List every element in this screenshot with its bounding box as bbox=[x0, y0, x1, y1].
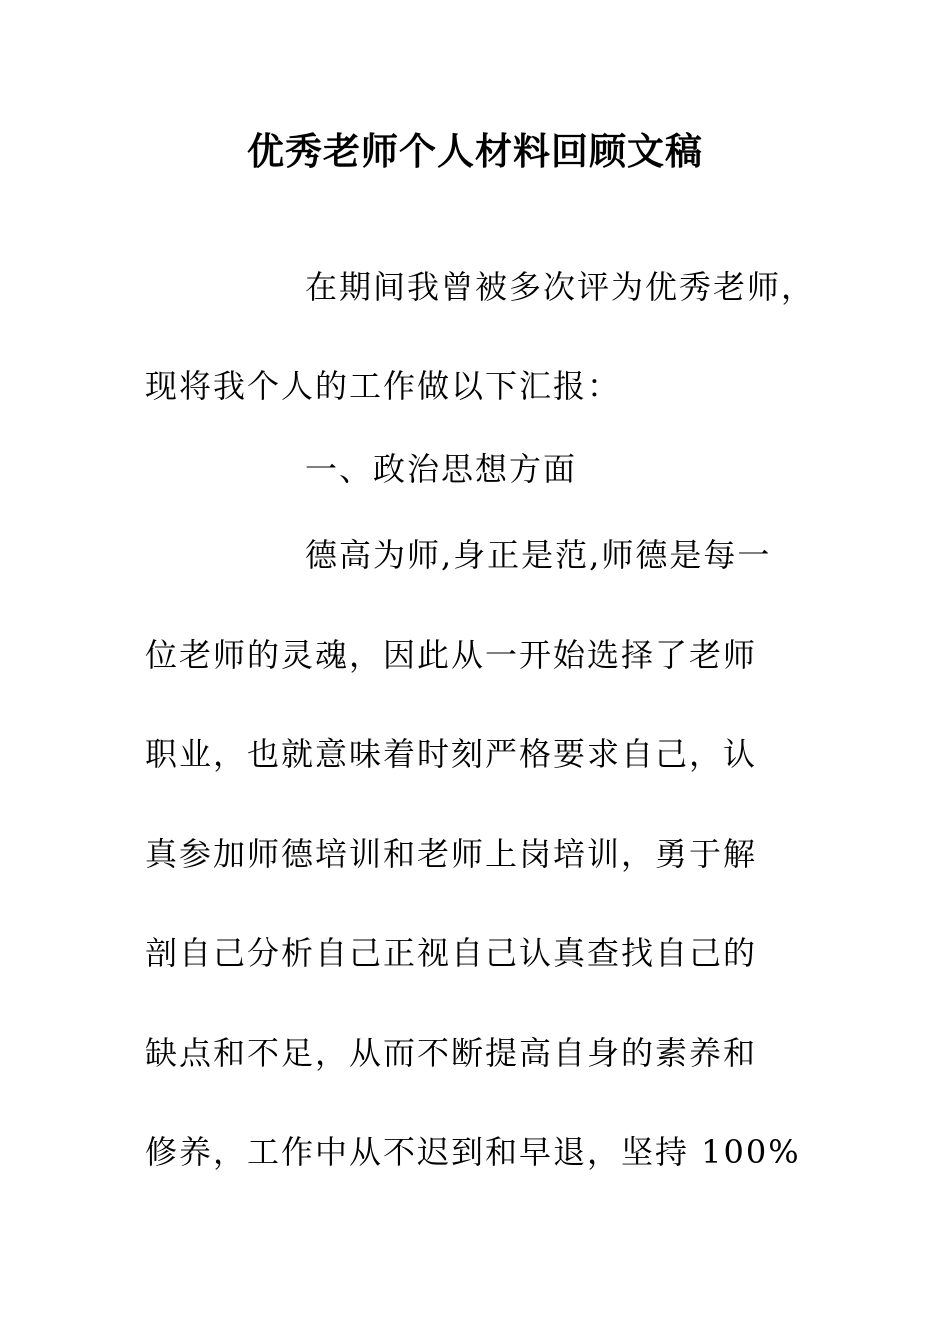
document-title: 优秀老师个人材料回顾文稿 bbox=[247, 129, 703, 173]
paragraph-line: 缺点和不足，从而不断提高自身的素养和 bbox=[145, 1034, 758, 1072]
paragraph-line: 真参加师德培训和老师上岗培训，勇于解 bbox=[145, 835, 758, 873]
paragraph-line: 职业，也就意味着时刻严格要求自己，认 bbox=[145, 735, 758, 773]
paragraph-line: 德高为师,身正是范,师德是每一 bbox=[305, 536, 772, 574]
paragraph-line: 剖自己分析自己正视自己认真查找自己的 bbox=[145, 934, 758, 972]
paragraph-line: 在期间我曾被多次评为优秀老师， bbox=[305, 268, 816, 306]
paragraph-line: 现将我个人的工作做以下汇报： bbox=[145, 367, 622, 405]
section-heading: 一、政治思想方面 bbox=[305, 450, 578, 488]
paragraph-line: 修养，工作中从不迟到和早退，坚持 100% bbox=[145, 1133, 801, 1171]
paragraph-line: 位老师的灵魂，因此从一开始选择了老师 bbox=[145, 636, 758, 674]
